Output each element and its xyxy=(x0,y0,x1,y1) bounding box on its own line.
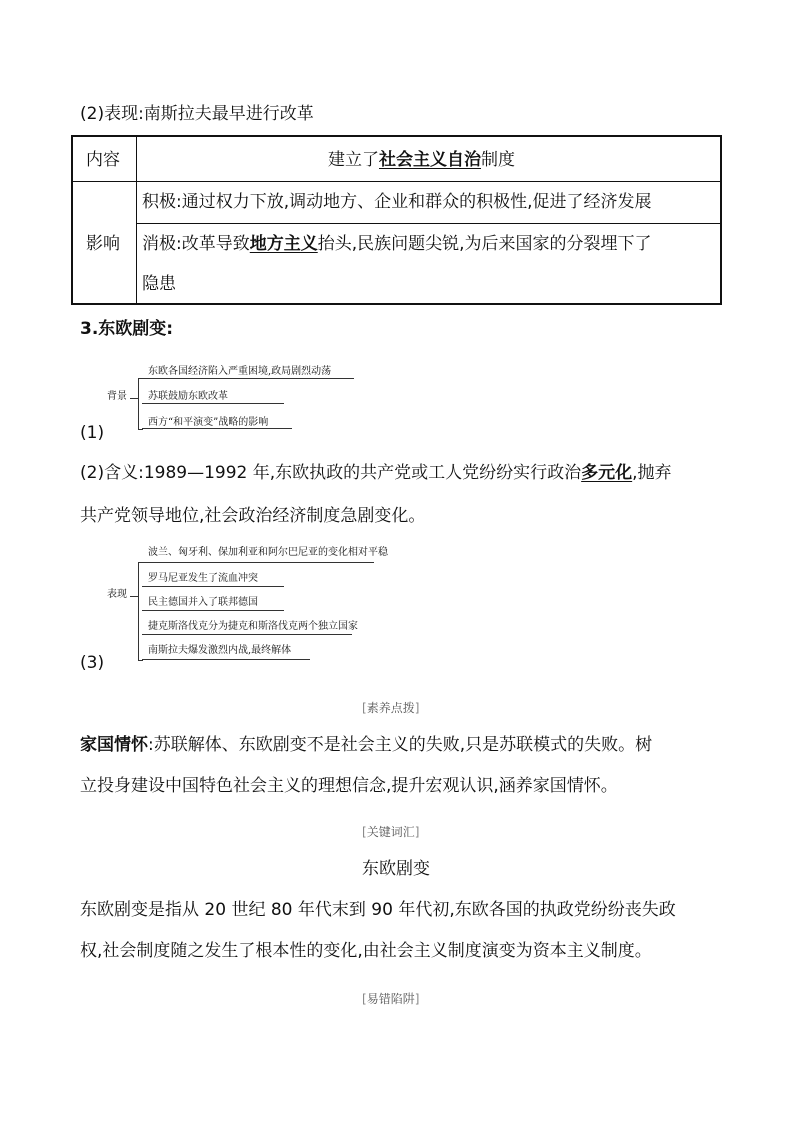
manifestation-rule-5 xyxy=(142,659,310,660)
manifestation-item-1: 波兰、匈牙利、保加利亚和阿尔巴尼亚的变化相对平稳 xyxy=(148,547,388,558)
background-root: 背景 xyxy=(107,391,127,402)
quality-line2: 立投身建设中国特色社会主义的理想信念,提升宏观认识,涵养家国情怀。 xyxy=(80,776,618,796)
manifestation-rule-3 xyxy=(142,610,284,611)
item-2-text: 1989—1992 年,东欧执政的共产党或工人党纷纷实行政治 xyxy=(143,463,582,483)
tag-common-mistakes-label: 易错陷阱 xyxy=(366,992,415,1006)
manifestation-item-2: 罗马尼亚发生了流血冲突 xyxy=(148,573,258,584)
manifestation-item-5: 南斯拉夫爆发激烈内战,最终解体 xyxy=(148,645,292,656)
item-2-line2: 共产党领导地位,社会政治经济制度急剧变化。 xyxy=(80,506,426,526)
item-2-line1 xyxy=(80,465,672,482)
manifestation-rule-2 xyxy=(142,586,284,587)
manifestation-root: 表现 xyxy=(107,589,127,600)
item-2-label: (2)含义: xyxy=(80,463,144,483)
item-2-keyword: 多元化 xyxy=(581,463,633,483)
table-divider-horizontal xyxy=(73,181,720,182)
term-title: 东欧剧变 xyxy=(362,859,430,879)
table-divider-vertical xyxy=(136,137,137,303)
background-rule-3 xyxy=(142,428,292,429)
quality-line1 xyxy=(80,737,652,754)
term-line2: 权,社会制度随之发生了根本性的变化,由社会主义制度演变为资本主义制度。 xyxy=(80,941,652,961)
table-divider-inner xyxy=(136,223,720,224)
table-content-value xyxy=(328,152,515,169)
quality-label: 家国情怀 xyxy=(80,735,148,755)
section-heading-reform: (2)表现:南斯拉夫最早进行改革 xyxy=(80,104,314,124)
item-1-label: (1) xyxy=(80,423,105,443)
background-item-3: 西方“和平演变”战略的影响 xyxy=(148,417,269,428)
impact-negative-line2: 隐患 xyxy=(142,274,176,294)
term-line1: 东欧剧变是指从 20 世纪 80 年代末到 90 年代初,东欧各国的执政党纷纷丧失政 xyxy=(80,900,676,920)
background-rule-1 xyxy=(142,378,354,379)
manifestation-connector xyxy=(130,596,138,597)
table-label-content: 内容 xyxy=(86,150,120,170)
background-rule-2 xyxy=(142,403,284,404)
background-item-2: 苏联鼓励东欧改革 xyxy=(148,391,228,402)
tag-quality-tips: [素养点拨] xyxy=(362,701,420,715)
negative-prefix: 消极:改革导致 xyxy=(142,234,250,254)
reform-table xyxy=(71,135,722,305)
item-3-label: (3) xyxy=(80,653,105,673)
section-heading-eastern-europe: 3.东欧剧变: xyxy=(80,319,174,339)
content-suffix: 制度 xyxy=(481,150,515,170)
table-label-impact: 影响 xyxy=(86,234,120,254)
background-item-1: 东欧各国经济陷入严重困境,政局剧烈动荡 xyxy=(148,366,332,377)
tag-key-terms-label: 关键词汇 xyxy=(366,825,415,839)
background-connector xyxy=(130,398,138,399)
item-2-suffix: ,抛弃 xyxy=(632,463,672,483)
manifestation-bracket xyxy=(138,562,143,661)
quality-text: :苏联解体、东欧剧变不是社会主义的失败,只是苏联模式的失败。树 xyxy=(148,735,653,755)
manifestation-item-3: 民主德国并入了联邦德国 xyxy=(148,597,258,608)
tag-quality-tips-label: 素养点拨 xyxy=(366,701,415,715)
negative-keyword: 地方主义 xyxy=(249,234,318,254)
impact-positive: 积极:通过权力下放,调动地方、企业和群众的积极性,促进了经济发展 xyxy=(142,192,652,212)
content-prefix: 建立了 xyxy=(328,150,379,170)
tag-key-terms: [关键词汇] xyxy=(362,825,420,839)
manifestation-item-4: 捷克斯洛伐克分为捷克和斯洛伐克两个独立国家 xyxy=(148,621,358,632)
manifestation-rule-1 xyxy=(142,562,374,563)
manifestation-rule-4 xyxy=(142,634,352,635)
negative-suffix: 抬头,民族问题尖锐,为后来国家的分裂埋下了 xyxy=(317,234,652,254)
content-keyword: 社会主义自治 xyxy=(379,150,481,170)
tag-common-mistakes: [易错陷阱] xyxy=(362,992,420,1006)
background-bracket xyxy=(138,378,143,430)
impact-negative xyxy=(142,236,652,253)
